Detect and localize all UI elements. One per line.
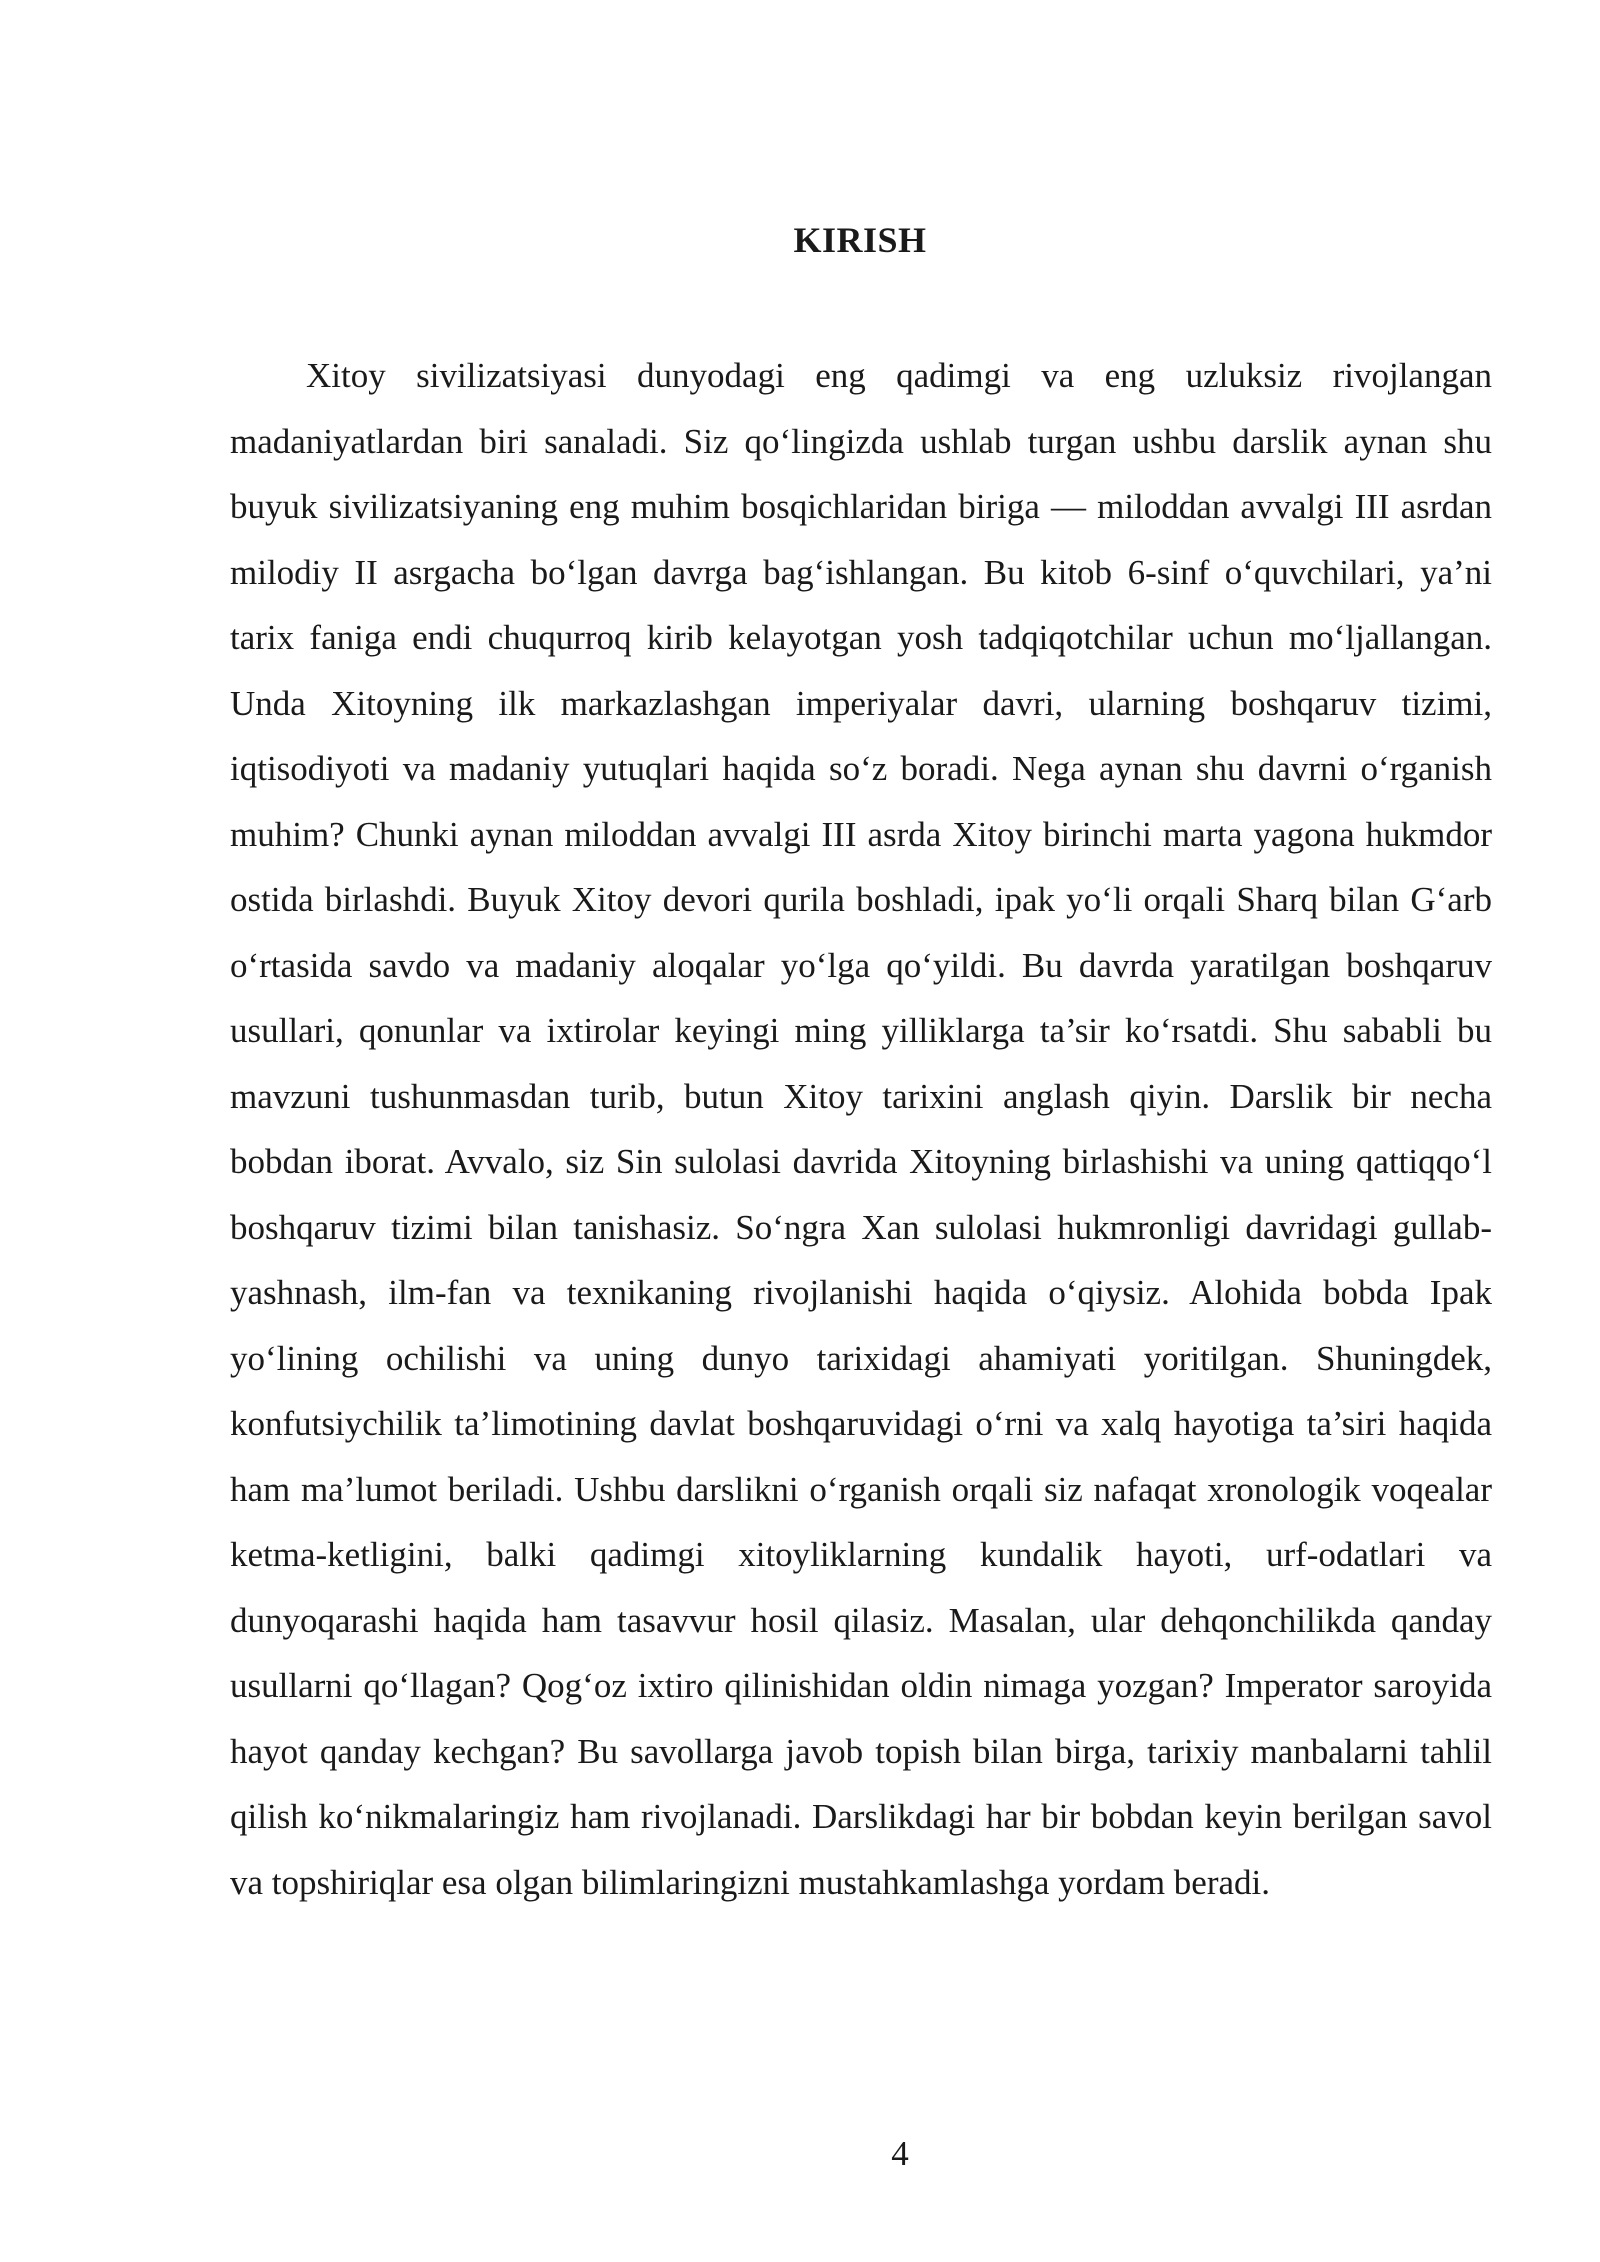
body-paragraph: Xitoy sivilizatsiyasi dunyodagi eng qadimgi va eng uzluksiz rivojlangan madaniyatlardan biri sanaladi. Siz qo‘lingizda ushlab turgan ushbu darslik aynan shu buyuk sivilizatsiyaning eng muhim bosqichlaridan biriga — miloddan avvalgi III asrdan milodiy II asrgacha bo‘lgan davrga bag‘ishlangan. Bu kitob 6-sinf o‘quvchilari, ya’ni tarix faniga endi chuqurroq kirib kelayotgan yosh tadqiqotchilar uchun mo‘ljallangan. Unda Xitoyning ilk markazlashgan imperiyalar davri, ularning boshqaruv tizimi, iqtisodiyoti va madaniy yutuqlari haqida so‘z boradi. Nega aynan shu davrni o‘rganish muhim? Chunki aynan miloddan avvalgi III asrda Xitoy birinchi marta yagona hukmdor ostida birlashdi. Buyuk Xitoy devori qurila boshladi, ipak yo‘li orqali Sharq bilan G‘arb o‘rtasida savdo va madaniy aloqalar yo‘lga qo‘yildi. Bu davrda yaratilgan boshqaruv usullari, qonunlar va ixtirolar keyingi ming yilliklarga ta’sir ko‘rsatdi. Shu sababli bu mavzuni tushunmasdan turib, butun Xitoy tarixini anglash qiyin. Darslik bir necha bobdan iborat. Avvalo, siz Sin sulolasi davrida Xitoyning birlashishi va uning qattiqqo‘l boshqaruv tizimi bilan tanishasiz. So‘ngra Xan sulolasi hukmronligi davridagi gullab-yashnash, ilm-fan va texnikaning rivojlanishi haqida o‘qiysiz. Alohida bobda Ipak yo‘lining ochilishi va uning dunyo tarixidagi ahamiyati yoritilgan. Shuningdek, konfutsiychilik ta’limotining davlat boshqaruvidagi o‘rni va xalq hayotiga ta’siri haqida ham ma’lumot beriladi. Ushbu darslikni o‘rganish orqali siz nafaqat xronologik voqealar ketma-ketligini, balki qadimgi xitoyliklarning kundalik hayoti, urf-odatlari va dunyoqarashi haqida ham tasavvur hosil qilasiz. Masalan, ular dehqonchilikda qanday usullarni qo‘llagan? Qog‘oz ixtiro qilinishidan oldin nimaga yozgan? Imperator saroyida hayot qanday kechgan? Bu savollarga javob topish bilan birga, tarixiy manbalarni tahlil qilish ko‘nikmalaringiz ham rivojlanadi. Darslikdagi har bir bobdan keyin berilgan savol va topshiriqlar esa olgan bilimlaringizni mustahkamlashga yordam beradi. (230, 356, 1492, 1902)
page-title: KIRISH (793, 220, 927, 260)
page-number: 4 (891, 2134, 909, 2173)
